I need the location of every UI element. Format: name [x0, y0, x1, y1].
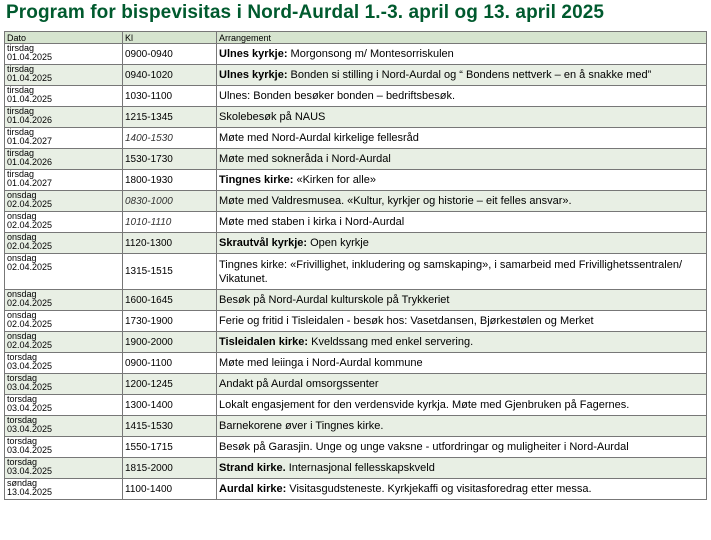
event-cell — [217, 458, 707, 479]
event-description: Ferie og fritid i Tisleidalen - besøk hos: Vasetdansen, Bjørkestølen og Merket — [219, 315, 594, 327]
weekday-text: tirsdag — [7, 106, 35, 116]
table-row — [5, 149, 707, 170]
event-cell — [217, 65, 707, 86]
event-cell — [217, 479, 707, 500]
time-cell: 1730-1900 — [123, 311, 217, 332]
event-description: Møte med Valdresmusea. «Kultur, kyrkjer og historie – eit felles ansvar». — [219, 195, 572, 207]
event-description: Morgonsong m/ Montesorriskulen — [287, 48, 454, 60]
time-cell: 1100-1400 — [123, 479, 217, 500]
time-cell: 1200-1245 — [123, 374, 217, 395]
event-description: Besøk på Garasjin. Unge og unge vaksne - utfordringar og muligheiter i Nord-Aurdal — [219, 441, 629, 453]
event-description: Lokalt engasjement for den verdensvide kyrkja. Møte med Gjenbruken på Fagernes. — [219, 399, 630, 411]
date-cell — [5, 191, 123, 212]
date-text: 01.04.2027 — [7, 136, 53, 146]
table-row — [5, 191, 707, 212]
date-cell — [5, 437, 123, 458]
event-cell — [217, 395, 707, 416]
weekday-text: torsdag — [7, 373, 38, 383]
time-cell: 1815-2000 — [123, 458, 217, 479]
event-cell — [217, 374, 707, 395]
table-row — [5, 170, 707, 191]
column-header-event: Arrangement — [217, 32, 707, 44]
date-text: 02.04.2025 — [7, 199, 53, 209]
event-cell — [217, 416, 707, 437]
program-table — [4, 31, 707, 500]
table-row — [5, 332, 707, 353]
event-location: Ulnes kyrkje: — [219, 48, 288, 60]
time-cell: 0900-1100 — [123, 353, 217, 374]
event-description: Møte med staben i kirka i Nord-Aurdal — [219, 216, 405, 228]
event-cell — [217, 311, 707, 332]
table-row — [5, 395, 707, 416]
weekday-text: tirsdag — [7, 169, 35, 179]
date-text: 02.04.2025 — [7, 241, 53, 251]
table-row — [5, 44, 707, 65]
time-cell: 1415-1530 — [123, 416, 217, 437]
weekday-text: torsdag — [7, 394, 38, 404]
page-title: Program for bispevisitas i Nord-Aurdal 1.-3. april og 13. april 2025 — [6, 2, 605, 23]
time-cell: 1120-1300 — [123, 233, 217, 254]
event-description: Tingnes kirke: «Frivillighet, inkludering og samskaping», i samarbeid med Frivillighetssentralen/ Vikatunet. — [219, 258, 683, 285]
table-row — [5, 374, 707, 395]
weekday-text: torsdag — [7, 415, 38, 425]
weekday-text: onsdag — [7, 232, 37, 242]
event-cell — [217, 353, 707, 374]
event-cell — [217, 254, 707, 290]
event-location: Ulnes kyrkje: — [219, 69, 288, 81]
weekday-text: torsdag — [7, 436, 38, 446]
date-cell — [5, 254, 123, 290]
time-cell: 1900-2000 — [123, 332, 217, 353]
event-description: Barnekorene øver i Tingnes kirke. — [219, 420, 384, 432]
time-cell: 1530-1730 — [123, 149, 217, 170]
date-cell — [5, 233, 123, 254]
event-description: Kveldssang med enkel servering. — [308, 336, 474, 348]
weekday-text: tirsdag — [7, 148, 35, 158]
event-description: Møte med leiinga i Nord-Aurdal kommune — [219, 357, 423, 369]
event-cell — [217, 191, 707, 212]
table-row — [5, 353, 707, 374]
event-cell — [217, 107, 707, 128]
time-cell: 1315-1515 — [123, 254, 217, 290]
event-cell — [217, 86, 707, 107]
table-row — [5, 416, 707, 437]
date-text: 02.04.2025 — [7, 319, 53, 329]
table-row — [5, 437, 707, 458]
event-cell — [217, 212, 707, 233]
event-description: Internasjonal fellesskapskveld — [285, 462, 435, 474]
date-text: 03.04.2025 — [7, 445, 53, 455]
date-text: 01.04.2025 — [7, 73, 53, 83]
table-row — [5, 128, 707, 149]
date-cell — [5, 311, 123, 332]
weekday-text: tirsdag — [7, 85, 35, 95]
time-cell: 1550-1715 — [123, 437, 217, 458]
event-description: Visitasgudsteneste. Kyrkjekaffi og visitasforedrag etter messa. — [286, 483, 592, 495]
date-text: 03.04.2025 — [7, 424, 53, 434]
date-text: 02.04.2025 — [7, 220, 53, 230]
date-text: 03.04.2025 — [7, 466, 53, 476]
date-cell — [5, 479, 123, 500]
date-text: 01.04.2025 — [7, 94, 53, 104]
weekday-text: søndag — [7, 478, 38, 488]
weekday-text: tirsdag — [7, 43, 35, 53]
event-location: Aurdal kirke: — [219, 483, 287, 495]
table-row — [5, 254, 707, 290]
event-cell — [217, 44, 707, 65]
time-cell: 0900-0940 — [123, 44, 217, 65]
table-row — [5, 311, 707, 332]
weekday-text: onsdag — [7, 190, 37, 200]
event-description: «Kirken for alle» — [293, 174, 376, 186]
date-text: 03.04.2025 — [7, 361, 53, 371]
event-cell — [217, 170, 707, 191]
event-description: Besøk på Nord-Aurdal kulturskole på Trykkeriet — [219, 294, 450, 306]
date-cell — [5, 170, 123, 191]
table-row — [5, 107, 707, 128]
time-cell: 1010-1110 — [123, 212, 217, 233]
time-cell: 1800-1930 — [123, 170, 217, 191]
event-cell — [217, 437, 707, 458]
table-row — [5, 290, 707, 311]
date-cell — [5, 353, 123, 374]
event-description: Møte med Nord-Aurdal kirkelige fellesråd — [219, 132, 419, 144]
time-cell: 1215-1345 — [123, 107, 217, 128]
time-cell: 1600-1645 — [123, 290, 217, 311]
date-text: 01.04.2027 — [7, 178, 53, 188]
weekday-text: onsdag — [7, 331, 37, 341]
date-cell — [5, 374, 123, 395]
date-cell — [5, 458, 123, 479]
date-cell — [5, 44, 123, 65]
event-description: Skolebesøk på NAUS — [219, 111, 326, 123]
date-text: 01.04.2026 — [7, 115, 53, 125]
table-row — [5, 479, 707, 500]
date-cell — [5, 149, 123, 170]
date-text: 02.04.2025 — [7, 262, 53, 272]
date-cell — [5, 290, 123, 311]
date-text: 01.04.2026 — [7, 157, 53, 167]
event-description: Ulnes: Bonden besøker bonden – bedriftsbesøk. — [219, 90, 456, 102]
weekday-text: torsdag — [7, 352, 38, 362]
date-cell — [5, 332, 123, 353]
date-cell — [5, 212, 123, 233]
date-text: 02.04.2025 — [7, 298, 53, 308]
table-row — [5, 86, 707, 107]
date-cell — [5, 107, 123, 128]
event-location: Skrautvål kyrkje: — [219, 237, 308, 249]
time-cell: 1300-1400 — [123, 395, 217, 416]
event-location: Strand kirke. — [219, 462, 286, 474]
event-description: Andakt på Aurdal omsorgssenter — [219, 378, 379, 390]
program-table-body — [5, 44, 707, 500]
event-location: Tisleidalen kirke: — [219, 336, 309, 348]
event-cell — [217, 233, 707, 254]
date-text: 03.04.2025 — [7, 382, 53, 392]
event-description: Bonden si stilling i Nord-Aurdal og “ Bondens nettverk – en å snakke med” — [287, 69, 652, 81]
date-cell — [5, 416, 123, 437]
event-location: Tingnes kirke: — [219, 174, 294, 186]
column-header-time: Kl — [123, 32, 217, 44]
event-cell — [217, 128, 707, 149]
table-row — [5, 233, 707, 254]
event-cell — [217, 290, 707, 311]
time-cell: 1030-1100 — [123, 86, 217, 107]
date-cell — [5, 395, 123, 416]
table-header-row — [5, 32, 707, 44]
weekday-text: onsdag — [7, 253, 37, 263]
time-cell: 0940-1020 — [123, 65, 217, 86]
event-description: Open kyrkje — [307, 237, 369, 249]
weekday-text: onsdag — [7, 310, 37, 320]
date-text: 02.04.2025 — [7, 340, 53, 350]
date-text: 13.04.2025 — [7, 487, 53, 497]
weekday-text: onsdag — [7, 211, 37, 221]
date-cell — [5, 65, 123, 86]
date-text: 03.04.2025 — [7, 403, 53, 413]
weekday-text: tirsdag — [7, 64, 35, 74]
column-header-date: Dato — [5, 32, 123, 44]
weekday-text: tirsdag — [7, 127, 35, 137]
date-text: 01.04.2025 — [7, 52, 53, 62]
table-row — [5, 458, 707, 479]
event-cell — [217, 332, 707, 353]
event-cell — [217, 149, 707, 170]
weekday-text: onsdag — [7, 289, 37, 299]
time-cell: 1400-1530 — [123, 128, 217, 149]
table-row — [5, 212, 707, 233]
time-cell: 0830-1000 — [123, 191, 217, 212]
date-cell — [5, 128, 123, 149]
table-row — [5, 65, 707, 86]
weekday-text: torsdag — [7, 457, 38, 467]
date-cell — [5, 86, 123, 107]
event-description: Møte med sokneråda i Nord-Aurdal — [219, 153, 391, 165]
